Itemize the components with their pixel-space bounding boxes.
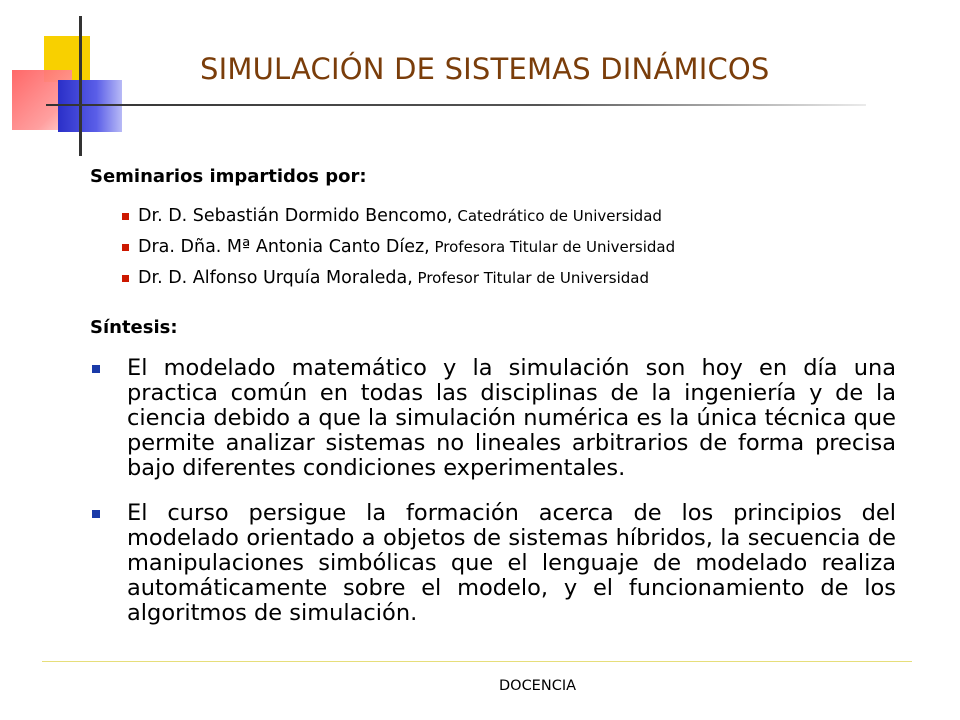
bullet-icon: [92, 510, 100, 518]
presenter-item: [138, 204, 675, 235]
presenter-name: Dr. D. Alfonso Urquía Moraleda,: [138, 268, 413, 288]
bullet-icon: [122, 275, 129, 282]
presenter-name: Dra. Dña. Mª Antonia Canto Díez,: [138, 237, 430, 257]
presenter-item: [138, 235, 675, 266]
presenter-name: Dr. D. Sebastián Dormido Bencomo,: [138, 206, 453, 226]
presenter-item: [138, 266, 675, 297]
synthesis-text: El modelado matemático y la simulación son hoy en día una practica común en todas las disciplinas de la ingeniería y de la ciencia debido a que la simulación numérica es la única técnica que permite analizar sistemas no lineales arbitrarios de forma precisa bajo diferentes condiciones experimentales.: [127, 355, 896, 481]
decorative-logo: [0, 0, 140, 170]
title-rule: [46, 104, 866, 106]
slide-title: SIMULACIÓN DE SISTEMAS DINÁMICOS: [200, 52, 770, 86]
synthesis-heading: Síntesis:: [90, 317, 178, 338]
blue-square: [58, 80, 122, 132]
synthesis-paragraph: [90, 501, 896, 626]
synthesis-paragraph: [90, 356, 896, 481]
synthesis-text: El curso persigue la formación acerca de los principios del modelado orientado a objetos de sistemas híbridos, la secuencia de manipulaciones simbólicas que el lenguaje de modelado realiza automáticamente sobre el modelo, y el funcionamiento de los algoritmos de simulación.: [127, 500, 896, 626]
presenter-role: Catedrático de Universidad: [452, 207, 662, 225]
bullet-icon: [122, 213, 129, 220]
vertical-line: [79, 16, 82, 156]
presenter-role: Profesor Titular de Universidad: [412, 269, 649, 287]
presenter-role: Profesora Titular de Universidad: [429, 238, 676, 256]
bullet-icon: [122, 244, 129, 251]
presenters-list: [138, 204, 675, 297]
bullet-icon: [92, 365, 100, 373]
presenters-heading: Seminarios impartidos por:: [90, 166, 367, 187]
footer-label: DOCENCIA: [498, 678, 577, 694]
synthesis-list: [90, 356, 896, 646]
footer-rule: [42, 661, 912, 662]
